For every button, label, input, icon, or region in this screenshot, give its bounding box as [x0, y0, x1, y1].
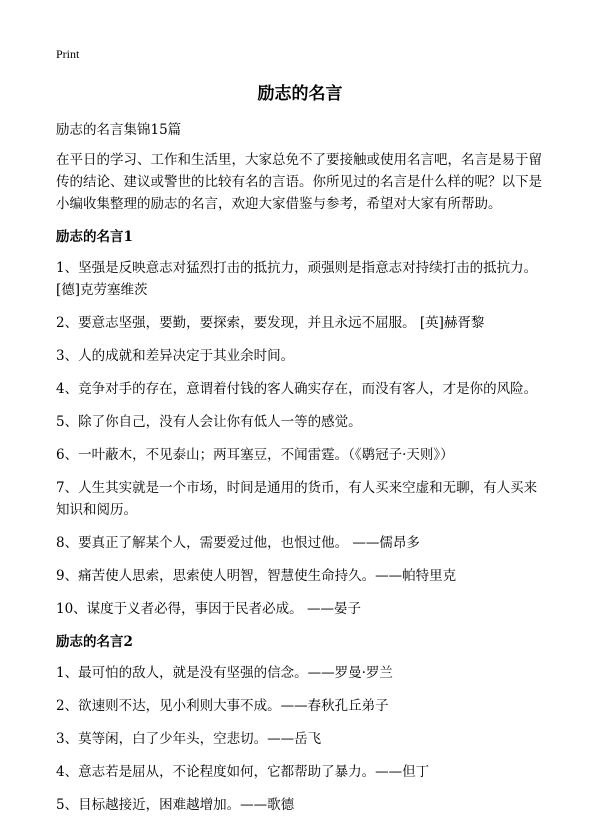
quote-item: 5、目标越接近，困难越增加。——歌德: [56, 797, 295, 813]
section-heading: 励志的名言1: [56, 229, 133, 245]
print-label: Print: [56, 47, 80, 61]
quote-item: 8、要真正了解某个人，需要爱过他，也恨过他。 ——儒昂多: [56, 535, 420, 551]
quote-item: 3、莫等闲，白了少年头，空悲切。——岳飞: [56, 731, 322, 747]
document-subtitle: 励志的名言集锦15篇: [56, 122, 182, 138]
document-title: 励志的名言: [257, 84, 343, 104]
quote-item: 9、痛苦使人思索，思索使人明智，智慧使生命持久。——帕特里克: [56, 568, 457, 584]
quote-item: 7、人生其实就是一个市场，时间是通用的货币，有人买来空虚和无聊，有人买来知识和阅历。: [56, 480, 538, 518]
quote-item: 2、欲速则不达，见小利则大事不成。——春秋孔丘弟子: [56, 698, 389, 714]
quote-item: 4、竞争对手的存在，意谓着付钱的客人确实存在，而没有客人，才是你的风险。: [56, 381, 538, 397]
document-body: [56, 119, 544, 827]
quote-item: 10、谋度于义者必得，事因于民者必成。 ——晏子: [56, 601, 361, 617]
quote-item: 3、人的成就和差异决定于其业余时间。: [56, 348, 295, 364]
quote-list: [56, 257, 544, 620]
intro-paragraph: 在平日的学习、工作和生活里，大家总免不了要接触或使用名言吧，名言是易于留传的结论、建议或警世的比较有名的言语。你所见过的名言是什么样的呢？以下是小编收集整理的励志的名言，欢迎大家借鉴与参考，希望对大家有所帮助。: [56, 152, 542, 212]
quote-item: 5、除了你自己，没有人会让你有低人一等的感觉。: [56, 414, 362, 430]
quote-item: 4、意志若是屈从，不论程度如何，它都帮助了暴力。——但丁: [56, 764, 430, 780]
quote-item: 1、最可怕的敌人，就是没有坚强的信念。——罗曼·罗兰: [56, 665, 393, 681]
quote-item: 6、一叶蔽木，不见泰山；两耳塞豆，不闻雷霆。（《鹖冠子·天则》）: [56, 447, 454, 463]
quote-list: [56, 662, 544, 816]
section-heading: 励志的名言2: [56, 634, 133, 650]
quote-item: 2、要意志坚强，要勤，要探索，要发现，并且永远不屈服。 [英]赫胥黎: [56, 315, 485, 331]
quote-item: 1、坚强是反映意志对猛烈打击的抵抗力，顽强则是指意志对持续打击的抵抗力。[德]克劳塞维茨: [56, 260, 538, 298]
